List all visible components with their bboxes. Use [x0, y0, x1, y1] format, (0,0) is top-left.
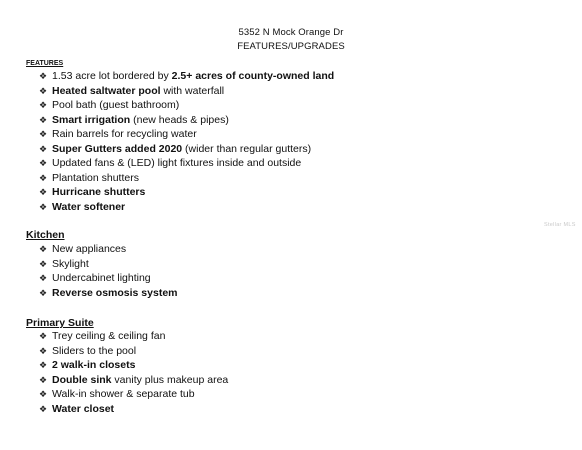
- list-item-text: [52, 172, 139, 184]
- list-item-text: [52, 403, 114, 415]
- diamond-bullet-icon: ❖: [39, 158, 48, 168]
- bold-text: Water softener: [52, 200, 126, 213]
- list-item: [39, 374, 228, 389]
- diamond-bullet-icon: ❖: [39, 201, 48, 212]
- plain-text: New appliances: [52, 243, 127, 255]
- list-item: [39, 70, 334, 85]
- bold-text: 2.5+ acres of county-owned land: [171, 70, 335, 82]
- diamond-bullet-icon: ❖: [39, 287, 48, 298]
- list-item: [39, 99, 334, 114]
- diamond-bullet-icon: ❖: [39, 187, 48, 197]
- diamond-bullet-icon: ❖: [39, 331, 48, 341]
- bold-text: Super Gutters added 2020: [52, 142, 183, 155]
- plain-text: Updated fans & (LED) light fixtures inside and outside: [52, 157, 302, 169]
- document-subtitle: FEATURES/UPGRADES: [237, 41, 345, 52]
- list-item-text: [52, 272, 151, 284]
- plain-text: Rain barrels for recycling water: [52, 128, 197, 140]
- plain-text: 1.53 acre lot bordered by: [52, 70, 172, 82]
- list-item: [39, 114, 334, 129]
- features-heading: FEATURES: [26, 60, 64, 67]
- list-item: [39, 287, 178, 302]
- list-item-text: [52, 143, 311, 155]
- list-item-text: [52, 157, 301, 169]
- diamond-bullet-icon: ❖: [39, 389, 48, 399]
- plain-text: Undercabinet lighting: [52, 272, 151, 284]
- plain-text: Sliders to the pool: [52, 344, 137, 357]
- bold-text: Smart irrigation: [52, 113, 131, 126]
- list-item: [39, 186, 334, 201]
- diamond-bullet-icon: ❖: [39, 143, 48, 154]
- bold-text: Double sink: [52, 373, 112, 386]
- plain-text: Skylight: [52, 257, 89, 270]
- plain-text: (wider than regular gutters): [182, 142, 312, 155]
- list-item: [39, 330, 228, 345]
- list-item: [39, 143, 334, 158]
- list-item-text: [52, 388, 195, 400]
- list-item-text: [52, 114, 229, 126]
- diamond-bullet-icon: ❖: [39, 100, 48, 110]
- list-item: [39, 403, 228, 418]
- diamond-bullet-icon: ❖: [39, 85, 48, 96]
- plain-text: Trey ceiling & ceiling fan: [52, 330, 166, 342]
- watermark: Stellar MLS: [544, 222, 576, 228]
- bold-text: Hurricane shutters: [52, 186, 146, 198]
- primary-suite-list: [39, 330, 228, 417]
- list-item: [39, 85, 334, 100]
- list-item: [39, 172, 334, 187]
- list-item: [39, 128, 334, 143]
- plain-text: (new heads & pipes): [130, 113, 229, 126]
- features-list: [39, 70, 334, 215]
- list-item: [39, 272, 178, 287]
- list-item: [39, 258, 178, 273]
- bold-text: 2 walk-in closets: [52, 359, 136, 371]
- list-item: [39, 388, 228, 403]
- list-item: [39, 157, 334, 172]
- diamond-bullet-icon: ❖: [39, 258, 48, 269]
- plain-text: Walk-in shower & separate tub: [52, 388, 195, 400]
- property-address: 5352 N Mock Orange Dr: [238, 27, 344, 38]
- document-title: [0, 26, 582, 54]
- list-item-text: [52, 70, 334, 82]
- diamond-bullet-icon: ❖: [39, 403, 48, 414]
- plain-text: vanity plus makeup area: [111, 373, 229, 386]
- list-item-text: [52, 85, 224, 97]
- list-item-text: [52, 258, 89, 270]
- list-item: [39, 243, 178, 258]
- diamond-bullet-icon: ❖: [39, 374, 48, 385]
- bold-text: Heated saltwater pool: [52, 84, 161, 97]
- list-item-text: [52, 330, 165, 342]
- list-item-text: [52, 345, 136, 357]
- diamond-bullet-icon: ❖: [39, 71, 48, 81]
- list-item-text: [52, 287, 178, 299]
- list-item-text: [52, 128, 197, 140]
- list-item: [39, 359, 228, 374]
- list-item-text: [52, 243, 126, 255]
- list-item-text: [52, 359, 135, 371]
- diamond-bullet-icon: ❖: [39, 129, 48, 139]
- bold-text: Water closet: [52, 402, 115, 415]
- plain-text: with waterfall: [160, 84, 225, 97]
- diamond-bullet-icon: ❖: [39, 345, 48, 356]
- diamond-bullet-icon: ❖: [39, 360, 48, 370]
- list-item: [39, 345, 228, 360]
- diamond-bullet-icon: ❖: [39, 114, 48, 125]
- diamond-bullet-icon: ❖: [39, 244, 48, 254]
- plain-text: Plantation shutters: [52, 171, 139, 184]
- list-item-text: [52, 201, 125, 213]
- diamond-bullet-icon: ❖: [39, 172, 48, 183]
- primary-suite-heading: Primary Suite: [26, 317, 94, 329]
- plain-text: Pool bath (guest bathroom): [52, 99, 180, 111]
- list-item-text: [52, 99, 179, 111]
- diamond-bullet-icon: ❖: [39, 273, 48, 283]
- kitchen-heading: Kitchen: [26, 229, 65, 241]
- list-item-text: [52, 374, 228, 386]
- list-item-text: [52, 186, 145, 198]
- kitchen-list: [39, 243, 178, 301]
- list-item: [39, 201, 334, 216]
- bold-text: Reverse osmosis system: [52, 286, 178, 299]
